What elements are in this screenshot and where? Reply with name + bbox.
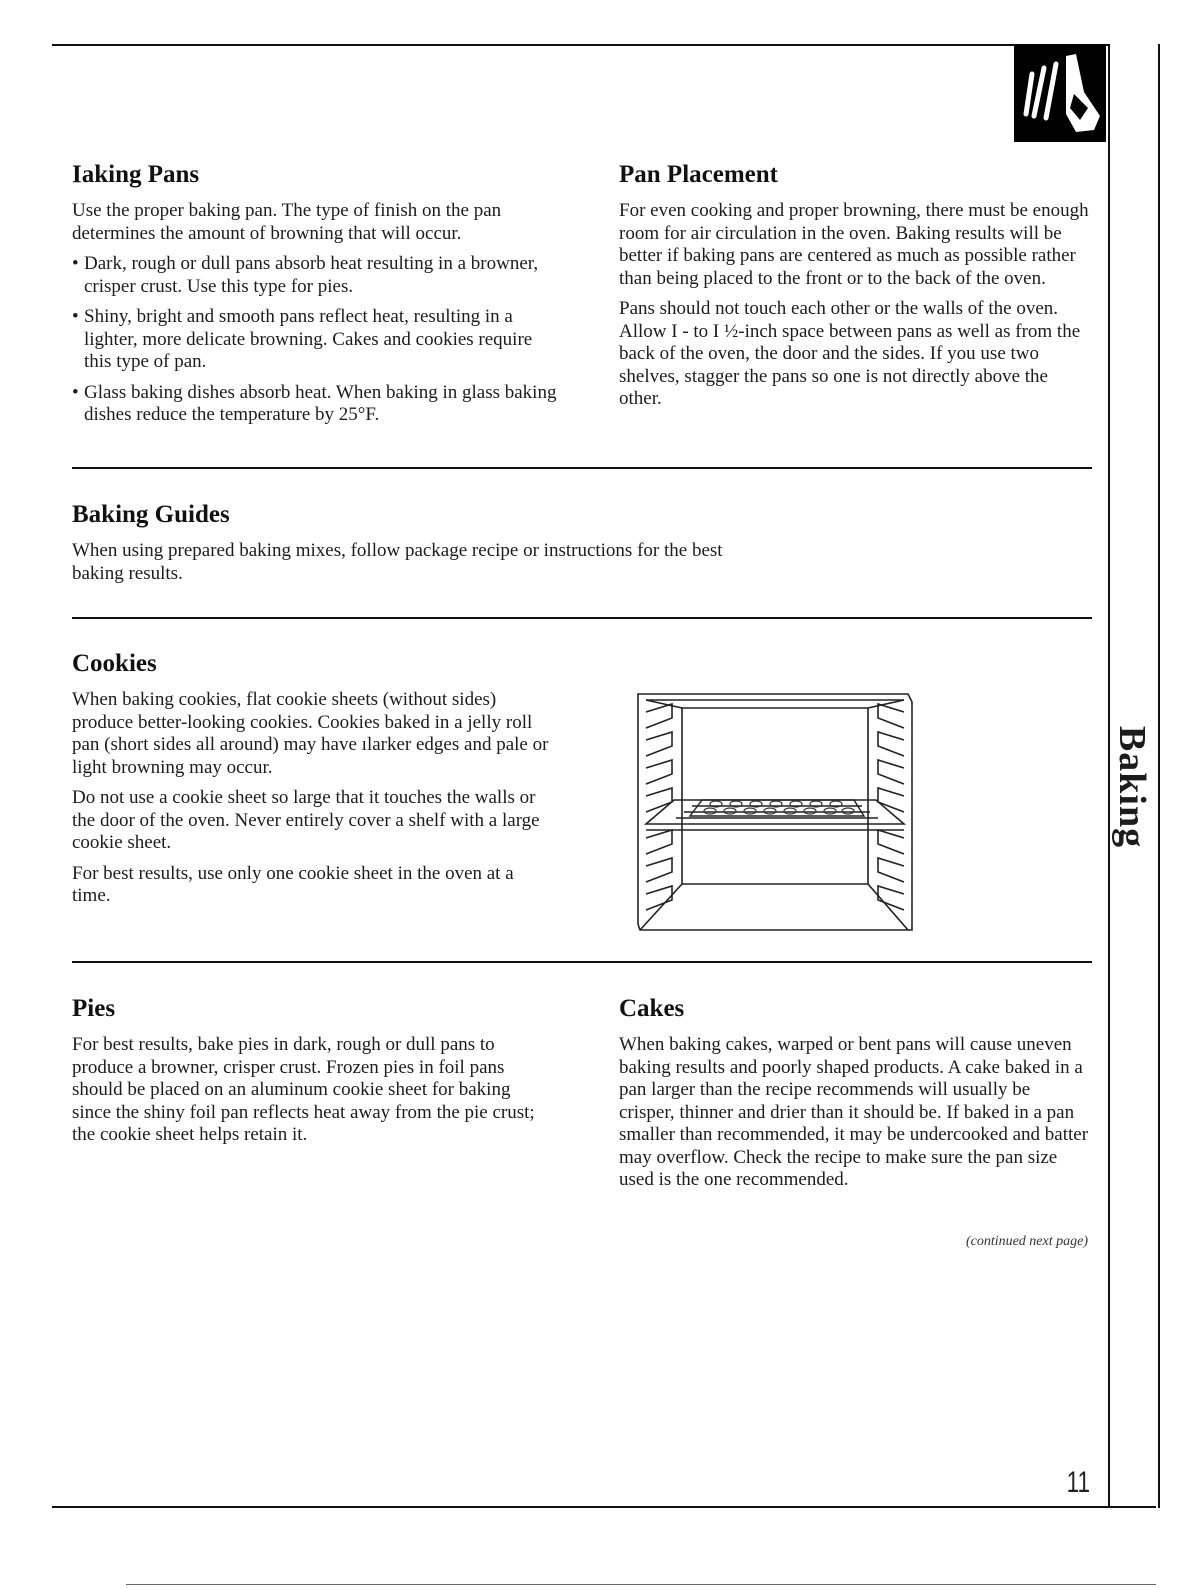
baking-pans-heading: Ιaking Pans: [72, 161, 200, 188]
oven-cookie-sheet-illustration: [632, 688, 922, 936]
footer-rule: [126, 1584, 1156, 1585]
page-number: 11: [1066, 1466, 1090, 1499]
list-item: • Shiny, bright and smooth pans reflect heat, resulting in a lighter, more delicate browning. Cakes and cookies require this type of pan.: [72, 306, 562, 374]
pan-placement-paragraph: For even cooking and proper browning, there must be enough room for air circulation in the oven. Baking results will be better if baking pans are centered as much as possible rather than being placed to the front or to the back of the oven.: [619, 200, 1089, 289]
cookies-paragraph: When baking cookies, flat cookie sheets (without sides) produce better-looking cookies. Cookies baked in a jelly roll pan (short sides all around) may have ılarker edges and pale or light browning may occur.: [72, 689, 549, 778]
continued-note: (continued next page): [965, 1234, 1088, 1249]
cookies-paragraph: Do not use a cookie sheet so large that it touches the walls or the door of the oven. Never entirely cover a shelf with a large cookie sheet.: [72, 787, 540, 853]
cakes-section: [619, 994, 1089, 1200]
hand-pointing-logo: [1014, 44, 1106, 142]
list-item: • Dark, rough or dull pans absorb heat resulting in a browner, crisper crust. Use this type for pies.: [72, 253, 562, 298]
pan-placement-heading: Pan Placement: [619, 161, 778, 188]
cookies-section: [72, 649, 552, 916]
cookies-paragraph: For best results, use only one cookie sheet in the oven at a time.: [72, 862, 514, 906]
pies-section: [72, 994, 552, 1155]
baking-pans-list: [72, 253, 562, 427]
pies-text: For best results, bake pies in dark, rough or dull pans to produce a browner, crisper crust. Frozen pies in foil pans should be placed on an aluminum cookie sheet for baking since the shiny foil pan reflects heat away from the pie crust; the cookie sheet helps retain it.: [72, 1034, 535, 1145]
baking-guides-text: When using prepared baking mixes, follow package recipe or instructions for the best baking results.: [72, 540, 723, 584]
baking-pans-intro: Use the proper baking pan. The type of finish on the pan determines the amount of browning that will occur.: [72, 200, 502, 244]
bottom-rule: [52, 1506, 1156, 1508]
divider: [72, 467, 1092, 469]
pan-placement-section: [619, 160, 1089, 419]
cookies-heading: Cookies: [72, 650, 157, 677]
divider: [72, 961, 1092, 963]
baking-guides-heading: Baking Guides: [72, 501, 230, 528]
hand-icon: [1014, 44, 1106, 142]
pan-placement-paragraph: Pans should not touch each other or the walls of the oven. Allow I - to I ½-inch space between pans as well as from the back of the oven, the door and the sides. If you use two shelves, stagger the pans so one is not directly above the other.: [619, 298, 1081, 409]
baking-guides-section: [72, 500, 732, 593]
side-tab: [1100, 712, 1164, 862]
oven-icon: [632, 688, 922, 936]
list-item: • Glass baking dishes absorb heat. When baking in glass baking dishes reduce the temperature by 25°F.: [72, 382, 562, 427]
baking-pans-section: [72, 160, 562, 435]
cakes-heading: Cakes: [619, 995, 685, 1022]
pies-heading: Pies: [72, 995, 116, 1022]
divider: [72, 617, 1092, 619]
top-rule: [52, 44, 1108, 46]
side-tab-label: Baking: [1111, 725, 1154, 849]
cakes-text: When baking cakes, warped or bent pans will cause uneven baking results and poorly shaped products. A cake baked in a pan larger than the recipe recommends will usually be crisper, thinner and drier than it should be. If baked in a pan smaller than recommended, it may be undercooked and batter may overflow. Check the recipe to make sure the pan size used is the one recommended.: [619, 1034, 1089, 1190]
